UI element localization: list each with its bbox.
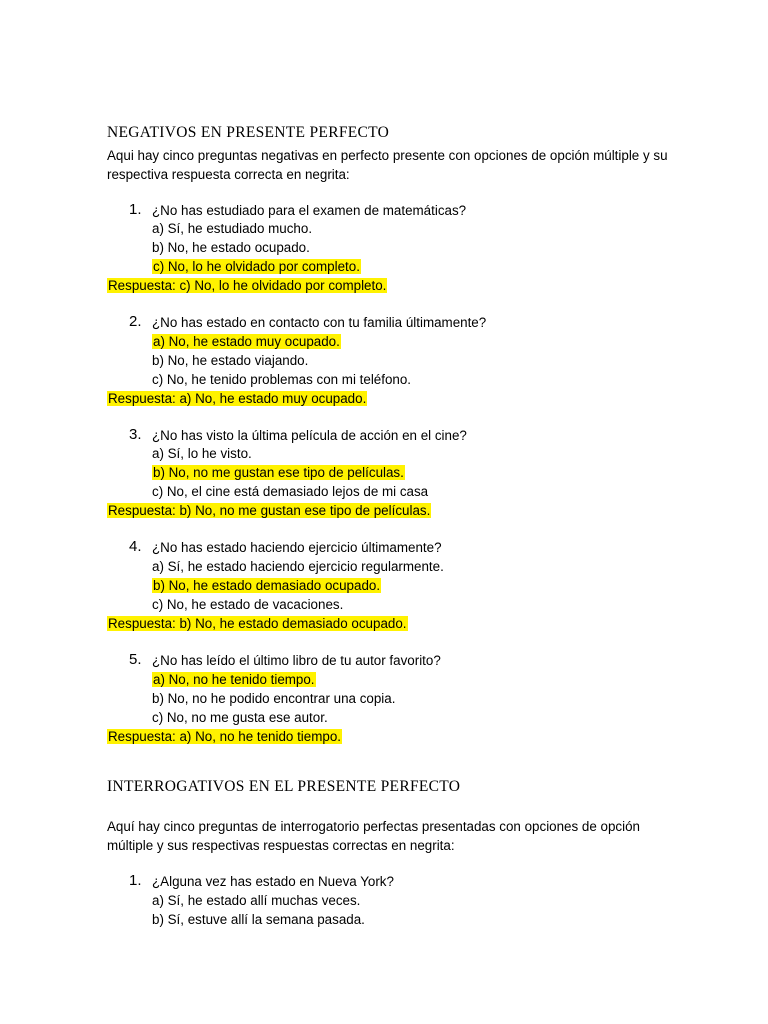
highlight-mark: Respuesta: b) No, no me gustan ese tipo de películas. bbox=[108, 503, 431, 518]
option-highlighted bbox=[152, 671, 316, 689]
question-number: 1. bbox=[129, 872, 142, 889]
highlight-mark: a) No, he estado muy ocupado. bbox=[153, 334, 340, 349]
highlight-mark: b) No, he estado demasiado ocupado. bbox=[153, 578, 381, 593]
answer-line bbox=[107, 390, 367, 408]
option: b) No, he estado ocupado. bbox=[152, 240, 310, 255]
option-highlighted bbox=[152, 464, 405, 482]
question-text: ¿No has estado haciendo ejercicio últimamente? bbox=[152, 540, 442, 555]
question-text: ¿Alguna vez has estado en Nueva York? bbox=[152, 874, 394, 889]
question-number: 1. bbox=[129, 201, 142, 218]
option: b) No, no he podido encontrar una copia. bbox=[152, 691, 396, 706]
question-number: 4. bbox=[129, 538, 142, 555]
option: c) No, he estado de vacaciones. bbox=[152, 597, 344, 612]
question-number: 2. bbox=[129, 313, 142, 330]
question-number: 3. bbox=[129, 426, 142, 443]
answer-line bbox=[107, 728, 342, 746]
option: b) Sí, estuve allí la semana pasada. bbox=[152, 912, 365, 927]
option: a) Sí, he estado haciendo ejercicio regularmente. bbox=[152, 559, 444, 574]
option-highlighted bbox=[152, 333, 341, 351]
answer-line bbox=[107, 615, 408, 633]
section-heading: NEGATIVOS EN PRESENTE PERFECTO bbox=[107, 124, 390, 141]
option: a) Sí, he estado allí muchas veces. bbox=[152, 893, 361, 908]
option: a) Sí, he estudiado mucho. bbox=[152, 221, 313, 236]
question-text: ¿No has estado en contacto con tu familia últimamente? bbox=[152, 315, 487, 330]
question-text: ¿No has leído el último libro de tu autor favorito? bbox=[152, 653, 441, 668]
highlight-mark: Respuesta: a) No, he estado muy ocupado. bbox=[108, 391, 367, 406]
question-number: 5. bbox=[129, 651, 142, 668]
highlight-mark: Respuesta: a) No, no he tenido tiempo. bbox=[108, 729, 341, 744]
highlight-mark: a) No, no he tenido tiempo. bbox=[153, 672, 315, 687]
question-text: ¿No has visto la última película de acción en el cine? bbox=[152, 428, 467, 443]
highlight-mark: Respuesta: b) No, he estado demasiado ocupado. bbox=[108, 616, 407, 631]
answer-line bbox=[107, 277, 387, 295]
section-intro: Aqui hay cinco preguntas negativas en perfecto presente con opciones de opción múltiple y su respectiva respuesta correcta en negrita: bbox=[107, 148, 668, 182]
highlight-mark: c) No, lo he olvidado por completo. bbox=[153, 259, 360, 274]
option: c) No, el cine está demasiado lejos de mi casa bbox=[152, 484, 429, 499]
section-intro: Aquí hay cinco preguntas de interrogatorio perfectas presentadas con opciones de opción múltiple y sus respectivas respuestas correctas en negrita: bbox=[107, 819, 640, 853]
option: b) No, he estado viajando. bbox=[152, 353, 309, 368]
option-highlighted bbox=[152, 258, 361, 276]
question-text: ¿No has estudiado para el examen de matemáticas? bbox=[152, 203, 467, 218]
section-heading: INTERROGATIVOS EN EL PRESENTE PERFECTO bbox=[107, 778, 461, 795]
answer-line bbox=[107, 502, 431, 520]
highlight-mark: Respuesta: c) No, lo he olvidado por completo. bbox=[108, 278, 387, 293]
highlight-mark: b) No, no me gustan ese tipo de películas. bbox=[153, 465, 404, 480]
option-highlighted bbox=[152, 577, 381, 595]
option: a) Sí, lo he visto. bbox=[152, 446, 252, 461]
option: c) No, no me gusta ese autor. bbox=[152, 710, 328, 725]
option: c) No, he tenido problemas con mi teléfono. bbox=[152, 372, 412, 387]
